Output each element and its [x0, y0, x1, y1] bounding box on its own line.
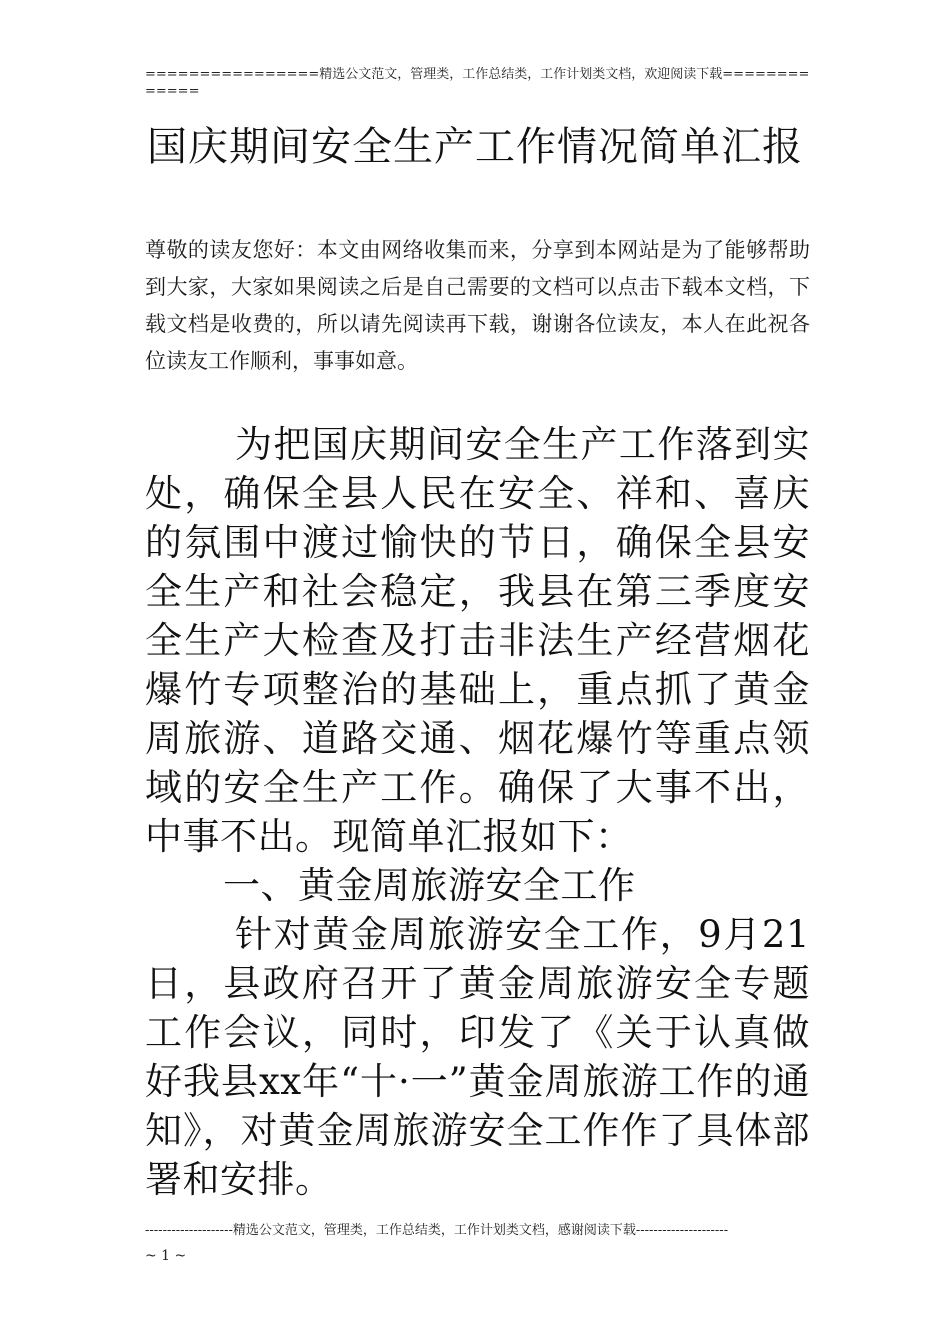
section-heading: 一、黄金周旅游安全工作	[223, 864, 636, 907]
document-body	[145, 420, 810, 1204]
page-footer: --------------------精选公文范文，管理类，工作总结类，工作计划类文档，感谢阅读下载---------------------	[145, 1223, 729, 1238]
body-paragraph: 为把国庆期间安全生产工作落到实处，确保全县人民在安全、祥和、喜庆的氛围中渡过愉快的节日，确保全县安全生产和社会稳定，我县在第三季度安全生产大检查及打击非法生产经营烟花爆竹专项整治的基础上，重点抓了黄金周旅游、道路交通、烟花爆竹等重点领域的安全生产工作。确保了大事不出，中事不出。现简单汇报如下：	[145, 423, 810, 858]
page-number: ~ 1 ~	[145, 1248, 187, 1264]
reader-notice: 尊敬的读友您好：本文由网络收集而来，分享到本网站是为了能够帮助到大家，大家如果阅读之后是自己需要的文档可以点击下载本文档，下载文档是收费的，所以请先阅读再下载，谢谢各位读友，本人在此祝各位读友工作顺利，事事如意。	[145, 238, 810, 373]
document-title: 国庆期间安全生产工作情况简单汇报	[147, 124, 803, 170]
page-header: ================精选公文范文，管理类，工作总结类，工作计划类文档，欢迎阅读下载=============	[145, 67, 810, 99]
body-paragraph: 针对黄金周旅游安全工作，9月21日，县政府召开了黄金周旅游安全专题工作会议，同时，印发了《关于认真做好我县xx年“十·一”黄金周旅游工作的通知》，对黄金周旅游安全工作作了具体部署和安排。	[145, 913, 810, 1201]
